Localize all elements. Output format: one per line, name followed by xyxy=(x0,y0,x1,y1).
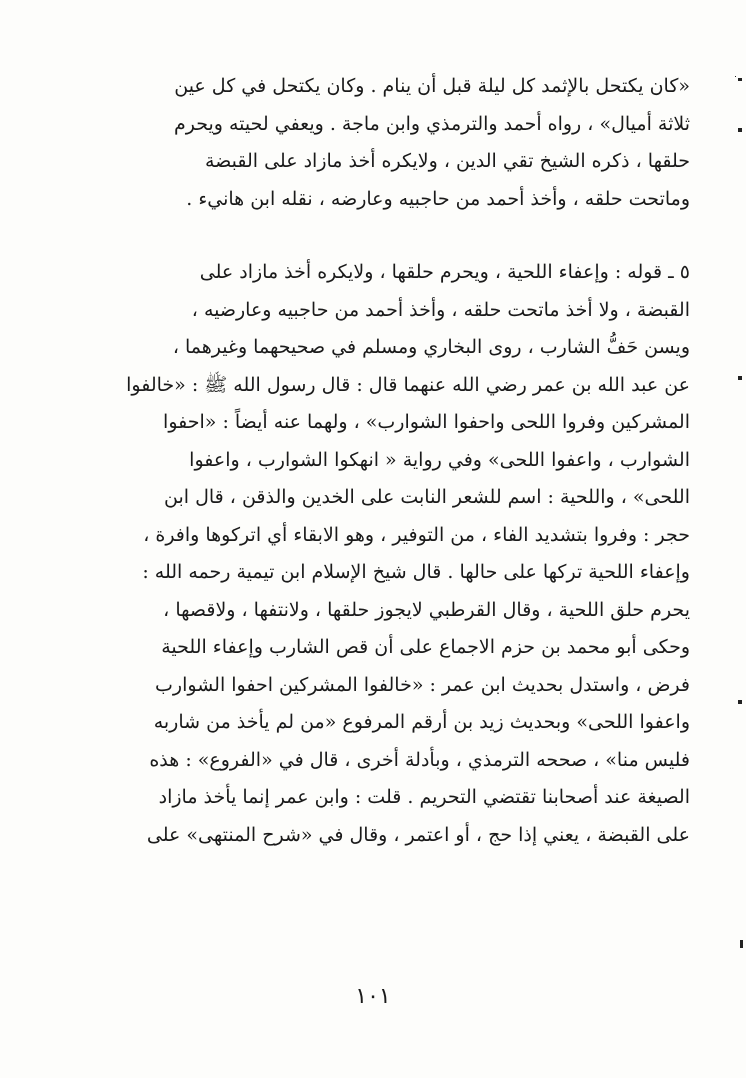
text-line: فليس منا» ، صححه الترمذي ، وبأدلة أخرى ، قال في «الفروع» : هذه xyxy=(149,748,690,771)
text-line: ٥ ـ قوله : وإعفاء اللحية ، ويحرم حلقها ، ولايكره أخذ مازاد على xyxy=(199,261,690,283)
scan-speck xyxy=(740,940,743,948)
text-line: الصيغة عند أصحابنا تقتضي التحريم . قلت : وابن عمر إنما يأخذ مازاد xyxy=(158,786,690,808)
paragraph-1 xyxy=(70,68,690,218)
scan-speck xyxy=(735,76,736,77)
text-line: المشركين وفروا اللحى واحفوا الشوارب» ، ولهما عنه أيضاً : «احفوا xyxy=(163,411,690,433)
text-line: القبضة ، ولا أخذ ماتحت حلقه ، وأخذ أحمد من حاجبيه وعارضيه ، xyxy=(191,298,690,321)
text-line: وماتحت حلقه ، وأخذ أحمد من حاجبيه وعارضه ، نقله ابن هانيء . xyxy=(186,187,690,210)
page-number: ١٠١ xyxy=(355,984,391,1009)
text-line: وإعفاء اللحية تركها على حالها . قال شيخ الإسلام ابن تيمية رحمه الله : xyxy=(142,561,690,583)
text-line: حلقها ، ذكره الشيخ تقي الدين ، ولايكره أخذ مازاد على القبضة xyxy=(204,150,690,172)
scan-speck xyxy=(738,78,742,81)
text-line: وحكى أبو محمد بن حزم الاجماع على أن قص الشارب وإعفاء اللحية xyxy=(161,636,690,658)
text-line: ويسن حَفُّ الشارب ، روى البخاري ومسلم في صحيحهما وغيرهما ، xyxy=(172,336,690,358)
text-line: عن عبد الله بن عمر رضي الله عنهما قال : قال رسول الله ﷺ : «خالفوا xyxy=(126,373,690,396)
paragraph-2 xyxy=(70,254,690,854)
scan-speck xyxy=(738,376,742,380)
text-line: اللحى» ، واللحية : اسم للشعر النابت على الخدين والذقن ، قال ابن xyxy=(164,486,690,508)
scan-speck xyxy=(738,700,742,704)
text-line: حجر : وفروا بتشديد الفاء ، من التوفير ، وهو الابقاء أي اتركوها وافرة ، xyxy=(143,523,690,546)
scan-speck xyxy=(738,128,742,132)
text-line: على القبضة ، يعني إذا حج ، أو اعتمر ، وقال في «شرح المنتهى» على xyxy=(146,823,690,846)
text-line: ثلاثة أميال» ، رواه أحمد والترمذي وابن ماجة . ويعفي لحيته ويحرم xyxy=(173,112,690,135)
text-line: يحرم حلق اللحية ، وقال القرطبي لايجوز حلقها ، ولانتفها ، ولاقصها ، xyxy=(163,598,690,621)
text-line: «كان يكتحل بالإثمد كل ليلة قبل أن ينام . وكان يكتحل في كل عين xyxy=(174,75,690,97)
text-line: الشوارب ، واعفوا اللحى» وفي رواية « انهكوا الشوارب ، واعفوا xyxy=(189,448,690,471)
text-line: واعفوا اللحى» وبحديث زيد بن أرقم المرفوع «من لم يأخذ من شاربه xyxy=(153,711,690,733)
text-line: فرض ، واستدل بحديث ابن عمر : «خالفوا المشركين احفوا الشوارب xyxy=(155,673,690,696)
